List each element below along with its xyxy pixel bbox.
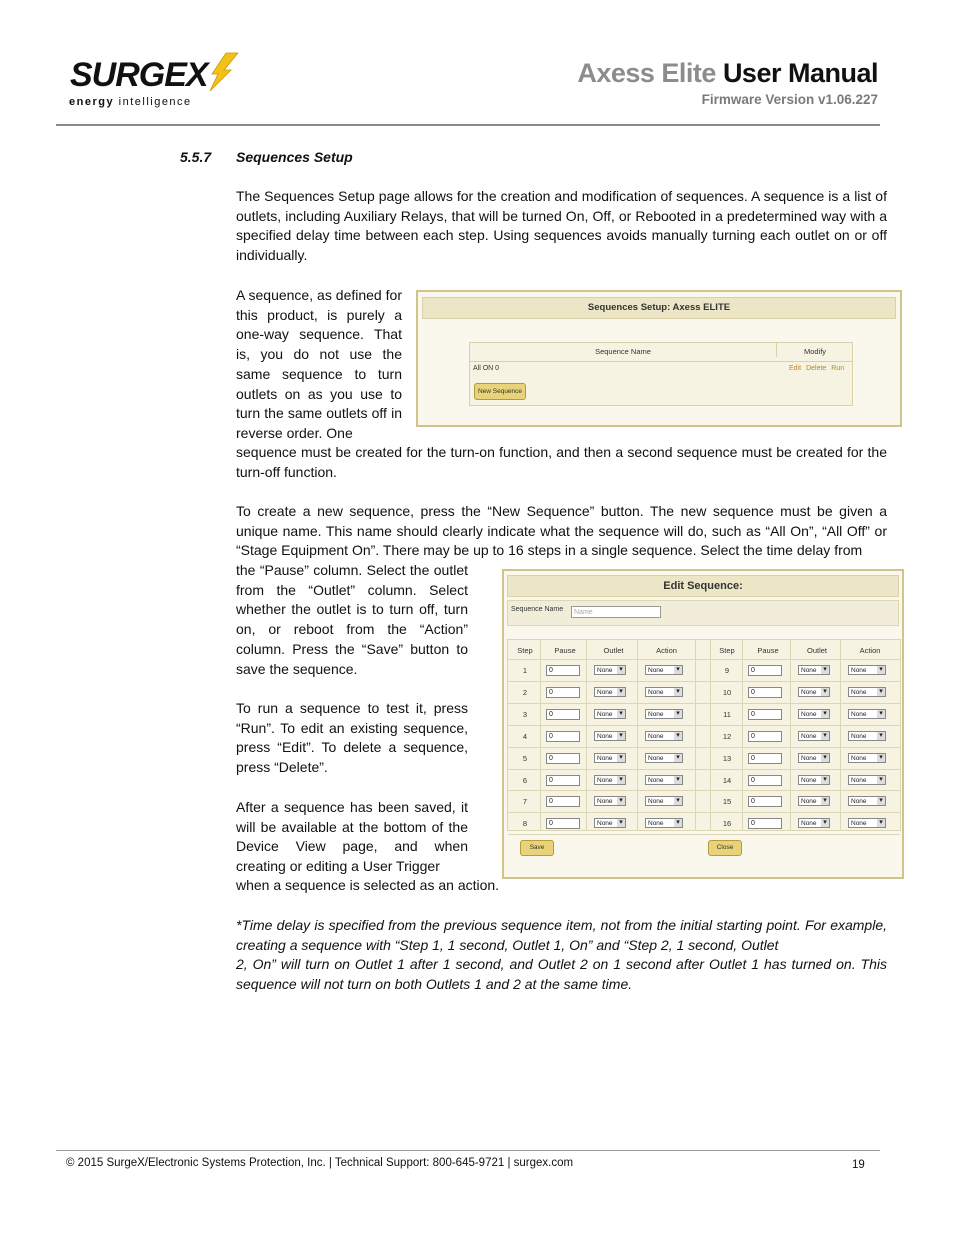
close-button[interactable]: Close: [708, 840, 742, 856]
step-number: 1: [522, 666, 528, 675]
pause-input[interactable]: 0: [748, 731, 782, 742]
paragraph-one-way-b: sequence must be created for the turn-on function, and then a second sequence must be created for the turn-off function.: [236, 444, 887, 480]
action-select[interactable]: None ▾: [645, 687, 683, 697]
grid-row-divider: [508, 681, 900, 682]
surgex-logo: [66, 52, 241, 114]
action-select[interactable]: None ▾: [848, 687, 886, 697]
sequences-setup-title: Sequences Setup: Axess ELITE: [422, 297, 896, 319]
footer-divider: [56, 1150, 880, 1151]
pause-input[interactable]: 0: [748, 753, 782, 764]
sequence-steps-grid: [507, 639, 901, 831]
step-number: 8: [522, 819, 528, 829]
new-sequence-button[interactable]: New Sequence: [474, 383, 526, 400]
grid-row-divider: [508, 703, 900, 704]
note-time-delay-b: 2, On” will turn on Outlet 1 after 1 second, and Outlet 2 on 1 second after Outlet 1 has turned on. This sequence will not turn on both Outlets 1 and 2 at the same time.: [236, 956, 887, 992]
grid-header-step: Step: [719, 646, 735, 655]
page-number: 19: [852, 1159, 865, 1171]
grid-row-divider: [508, 790, 900, 791]
step-number: 7: [522, 797, 528, 807]
sequence-name-label: Sequence Name: [511, 606, 564, 613]
pause-input[interactable]: 0: [546, 753, 580, 764]
grid-column-divider: [710, 640, 711, 830]
header-divider: [56, 124, 880, 126]
grid-row-divider: [508, 769, 900, 770]
action-select[interactable]: None ▾: [848, 753, 886, 763]
grid-row-divider: [508, 812, 900, 813]
action-select[interactable]: None ▾: [848, 775, 886, 785]
outlet-select[interactable]: None ▾: [594, 775, 626, 785]
outlet-select[interactable]: None ▾: [594, 687, 626, 697]
outlet-select[interactable]: None ▾: [798, 709, 830, 719]
grid-header-action: Action: [656, 646, 677, 655]
paragraph-create-b: the “Pause” column. Select the outlet from the “Outlet” column. Select whether the outlet is to turn off, turn on, or reboot from the “Action” column. Press the “Save” button to save the sequence.: [236, 562, 468, 677]
step-number: 3: [522, 709, 528, 719]
save-button[interactable]: Save: [520, 840, 554, 856]
outlet-select[interactable]: None ▾: [798, 665, 830, 675]
step-number: 6: [522, 775, 528, 785]
grid-row-divider: [508, 725, 900, 726]
grid-header-outlet: Outlet: [603, 646, 624, 655]
step-number: 9: [724, 666, 730, 675]
grid-header-step: Step: [517, 646, 533, 655]
pause-input[interactable]: 0: [748, 796, 782, 807]
sequences-setup-screenshot: [416, 290, 902, 427]
outlet-select[interactable]: None ▾: [798, 775, 830, 785]
pause-input[interactable]: 0: [546, 818, 580, 829]
sequence-list-table: [469, 342, 853, 406]
paragraph-run: To run a sequence to test it, press “Run”. To edit an existing sequence, press “Edit”. To delete a sequence, press “Delete”.: [236, 700, 468, 776]
paragraph-saved-a: After a sequence has been saved, it will be available at the bottom of the Device View page, and when creating or editing a User Trigger: [236, 799, 468, 875]
action-select[interactable]: None ▾: [645, 753, 683, 763]
paragraph-create-a: To create a new sequence, press the “New Sequence” button. The new sequence must be given a unique name. This name should clearly indicate what the sequence will do, such as “All On”, “All Off” or “Stage Equipment On”. There may be up to 16 steps in a single sequence. Select the time delay from: [236, 503, 887, 559]
grid-header-pause: Pause: [757, 646, 779, 655]
table-row: [470, 362, 852, 377]
section-title: Sequences Setup: [236, 149, 353, 165]
step-number: 4: [522, 731, 528, 741]
logo-wordmark: SURGEX: [70, 56, 208, 94]
outlet-select[interactable]: None ▾: [594, 731, 626, 741]
step-number: 14: [722, 775, 732, 785]
action-select[interactable]: None ▾: [645, 665, 683, 675]
grid-row-divider: [508, 659, 900, 660]
edit-link[interactable]: Edit: [789, 365, 802, 372]
grid-header-pause: Pause: [554, 646, 576, 655]
grid-column-divider: [790, 640, 791, 830]
pause-input[interactable]: 0: [748, 775, 782, 786]
grid-column-divider: [742, 640, 743, 830]
step-number: 10: [722, 687, 732, 697]
step-number: 11: [723, 709, 731, 719]
action-select[interactable]: None ▾: [645, 709, 683, 719]
pause-input[interactable]: 0: [748, 709, 782, 720]
paragraph-one-way-a: A sequence, as defined for this product, is purely a one-way sequence. That is, you do not use the same sequence to turn outlets on as you use to turn the same outlets off in reverse order. One: [236, 287, 402, 441]
pause-input[interactable]: 0: [546, 731, 580, 742]
action-select[interactable]: None ▾: [848, 796, 886, 806]
step-number: 15: [722, 797, 732, 807]
grid-column-divider: [540, 640, 541, 830]
action-select[interactable]: None ▾: [848, 665, 886, 675]
grid-header-outlet: Outlet: [806, 646, 827, 655]
sequence-name-bar: [507, 600, 899, 626]
pause-input[interactable]: 0: [546, 687, 580, 698]
outlet-select[interactable]: None ▾: [594, 709, 626, 719]
outlet-select[interactable]: None ▾: [798, 753, 830, 763]
step-number: 2: [522, 687, 528, 697]
outlet-select[interactable]: None ▾: [594, 796, 626, 806]
lightning-bolt-icon: [204, 52, 240, 92]
run-link[interactable]: Run: [831, 365, 845, 372]
firmware-version: Firmware Version v1.06.227: [701, 92, 878, 107]
step-number: 12: [722, 731, 732, 741]
sequence-name-cell: All ON 0: [473, 365, 500, 372]
grid-column-divider: [637, 640, 638, 830]
action-select[interactable]: None ▾: [645, 731, 683, 741]
step-number: 5: [522, 753, 528, 763]
action-select[interactable]: None ▾: [645, 818, 683, 828]
section-number: 5.5.7: [180, 149, 212, 165]
outlet-select[interactable]: None ▾: [798, 731, 830, 741]
grid-header-action: Action: [859, 646, 881, 655]
column-modify: Modify: [776, 343, 853, 357]
delete-link[interactable]: Delete: [806, 365, 827, 372]
grid-column-divider: [586, 640, 587, 830]
pause-input[interactable]: 0: [546, 709, 580, 720]
grid-row-divider: [508, 834, 900, 835]
action-select[interactable]: None ▾: [848, 709, 886, 719]
pause-input[interactable]: 0: [546, 665, 580, 676]
edit-sequence-title: Edit Sequence:: [507, 575, 899, 597]
table-header: [470, 343, 852, 362]
pause-input[interactable]: 0: [546, 796, 580, 807]
logo-tagline: energy intelligence: [69, 96, 192, 108]
footer-copyright: © 2015 SurgeX/Electronic Systems Protection, Inc. | Technical Support: 800-645-9721 | surgex.com: [66, 1157, 574, 1169]
pause-input[interactable]: 0: [546, 775, 580, 786]
step-number: 13: [722, 753, 732, 763]
paragraph-intro: The Sequences Setup page allows for the creation and modification of sequences. A sequence is a list of outlets, including Auxiliary Relays, that will be turned On, Off, or Rebooted in a predetermined way with a specified delay time between each step. Using sequences avoids manually turning each outlet on or off individually.: [236, 188, 887, 264]
grid-column-divider: [695, 640, 696, 830]
outlet-select[interactable]: None ▾: [798, 796, 830, 806]
action-select[interactable]: None ▾: [645, 796, 683, 806]
action-select[interactable]: None ▾: [645, 775, 683, 785]
paragraph-saved-b: when a sequence is selected as an action.: [236, 877, 500, 893]
grid-column-divider: [840, 640, 841, 830]
action-select[interactable]: None ▾: [848, 731, 886, 741]
edit-sequence-screenshot: [502, 569, 904, 879]
grid-row-divider: [508, 747, 900, 748]
outlet-select[interactable]: None ▾: [798, 818, 830, 828]
outlet-select[interactable]: None ▾: [594, 665, 626, 675]
note-time-delay-a: *Time delay is specified from the previous sequence item, not from the initial starting point. For example, creating a sequence with “Step 1, 1 second, Outlet 1, On” and “Step 2, 1 second, Outlet: [236, 917, 887, 953]
column-sequence-name: Sequence Name: [595, 347, 651, 356]
pause-input[interactable]: 0: [748, 818, 782, 829]
manual-title: Axess Elite User Manual: [577, 58, 878, 88]
outlet-select[interactable]: None ▾: [798, 687, 830, 697]
action-select[interactable]: None ▾: [848, 818, 886, 828]
step-number: 16: [722, 819, 732, 829]
sequence-name-input[interactable]: Name: [571, 606, 661, 618]
outlet-select[interactable]: None ▾: [594, 818, 626, 828]
pause-input[interactable]: 0: [748, 665, 782, 676]
outlet-select[interactable]: None ▾: [594, 753, 626, 763]
pause-input[interactable]: 0: [748, 687, 782, 698]
